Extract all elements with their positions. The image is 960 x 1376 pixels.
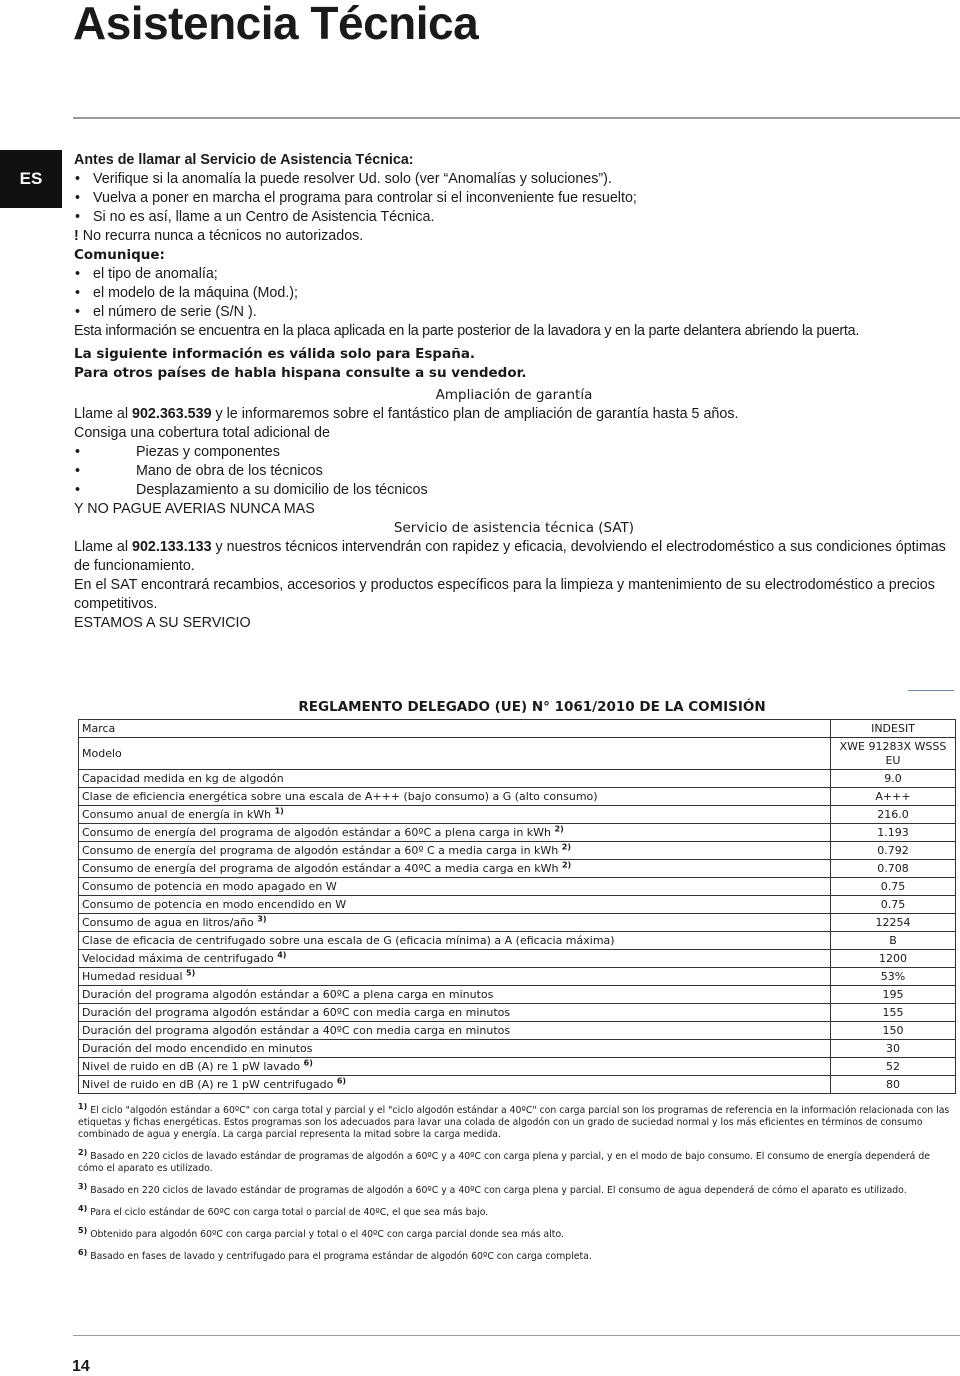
spec-value-text: 195 — [882, 987, 904, 1001]
spec-table — [78, 719, 956, 1094]
spec-value — [831, 950, 956, 968]
language-tab: ES — [0, 150, 62, 208]
spec-value — [831, 896, 956, 914]
spec-label — [79, 914, 831, 932]
table-row — [79, 1040, 956, 1058]
footnote-mark: 2) — [78, 1147, 88, 1157]
spec-value — [831, 914, 956, 932]
spec-value — [831, 788, 956, 806]
spec-label — [79, 1022, 831, 1040]
spec-value-text: 12254 — [875, 915, 911, 929]
list-item: • Verifique si la anomalía la puede resolver Ud. solo (ver “Anomalías y soluciones”). — [74, 170, 954, 189]
spec-label — [79, 950, 831, 968]
spec-value — [831, 1058, 956, 1076]
spec-value — [831, 932, 956, 950]
spec-label — [79, 986, 831, 1004]
spec-label — [79, 1004, 831, 1022]
decorative-rule — [908, 690, 954, 691]
footnote — [78, 1147, 956, 1175]
spec-label — [79, 806, 831, 824]
spec-value — [831, 1004, 956, 1022]
table-row — [79, 896, 956, 914]
spec-value-text: 155 — [882, 1005, 904, 1019]
sat-call — [74, 538, 954, 576]
title-divider — [73, 117, 960, 119]
warranty-phone: 902.363.539 — [132, 406, 212, 422]
spec-label — [79, 1058, 831, 1076]
spec-label — [79, 878, 831, 896]
footnote-ref: 6) — [336, 1075, 347, 1085]
table-row — [79, 738, 956, 770]
spec-label-text: Duración del programa algodón estándar a 60ºC con media carga en minutos — [82, 1005, 511, 1019]
table-row — [79, 806, 956, 824]
spec-label-text: Consumo de energía del programa de algodón estándar a 60º C a media carga in kWh — [82, 843, 562, 857]
spec-value — [831, 986, 956, 1004]
spec-label-text: Consumo de potencia en modo encendido en W — [82, 897, 347, 911]
list-item: • Desplazamiento a su domicilio de los técnicos — [74, 481, 954, 500]
spec-label — [79, 770, 831, 788]
list-item: • el número de serie (S/N ). — [74, 303, 954, 322]
spec-value-text: 0.75 — [880, 879, 906, 893]
warranty-call — [74, 405, 954, 424]
spec-value-text: 1.193 — [877, 825, 909, 839]
footnote-ref: 2) — [561, 859, 572, 869]
spec-value-text: 0.75 — [880, 897, 906, 911]
spec-label-text: Clase de eficacia de centrifugado sobre una escala de G (eficacia mínima) a A (eficacia máxima) — [82, 933, 615, 947]
footnote-mark: 5) — [78, 1225, 88, 1235]
table-row — [79, 878, 956, 896]
spec-value-text: 80 — [886, 1077, 900, 1091]
table-row — [79, 968, 956, 986]
footnote — [78, 1101, 956, 1141]
table-row — [79, 1022, 956, 1040]
footnote-text: Basado en 220 ciclos de lavado estándar de programas de algodón a 60ºC y a 40ºC con carga plena y parcial. El consumo de agua dependerá de cómo el aparato es utilizado. — [87, 1185, 907, 1196]
spec-label — [79, 932, 831, 950]
footnote-ref: 2) — [554, 823, 564, 833]
spec-value-text: 216.0 — [877, 807, 909, 821]
spec-value-text: XWE 91283X WSSS — [839, 739, 947, 753]
footnote-mark: 4) — [78, 1203, 88, 1213]
list-item: • Vuelva a poner en marcha el programa para controlar si el inconveniente fue resuelto; — [74, 189, 954, 208]
spec-label — [79, 968, 831, 986]
footnote-text: Basado en 220 ciclos de lavado estándar de programas de algodón a 60ºC y a 40ºC con carga plena y parcial, y en el modo de bajo consumo. El consumo de energía dependerá de cómo el aparato es utilizado. — [78, 1151, 930, 1174]
spec-value-text: B — [889, 933, 897, 947]
footnote-text: Para el ciclo estándar de 60ºC con carga total o parcial de 40ºC, el que sea más bajo. — [87, 1207, 489, 1218]
warning-text: No recurra nunca a técnicos no autorizados. — [78, 228, 364, 244]
footnote-text: Basado en fases de lavado y centrifugado para el programa estándar de algodón 60ºC con carga completa. — [87, 1251, 592, 1262]
spec-value — [831, 1040, 956, 1058]
spain-notice: La siguiente información es válida solo para España. — [74, 346, 476, 362]
spec-label-text: Clase de eficiencia energética sobre una escala de A+++ (bajo consumo) a G (alto consumo) — [82, 789, 598, 803]
table-row — [79, 1076, 956, 1094]
warning-mark: ! — [74, 228, 79, 244]
table-row — [79, 932, 956, 950]
footnote-mark: 1) — [78, 1101, 88, 1111]
spec-label — [79, 720, 831, 738]
call-prefix: Llame al — [74, 406, 133, 422]
spec-label-text: Consumo de potencia en modo apagado en W — [82, 879, 337, 893]
footnotes — [78, 1101, 956, 1273]
list-item: • Piezas y componentes — [74, 443, 954, 462]
warranty-closing: Y NO PAGUE AVERIAS NUNCA MAS — [74, 501, 315, 517]
spec-label-text: Duración del modo encendido en minutos — [82, 1041, 313, 1055]
table-row — [79, 720, 956, 738]
spec-label-text: Nivel de ruido en dB (A) re 1 pW centrifugado — [82, 1077, 337, 1091]
spec-value — [831, 968, 956, 986]
footnote — [78, 1247, 956, 1263]
spec-label — [79, 738, 831, 770]
spec-label — [79, 842, 831, 860]
footnote-ref: 6) — [303, 1057, 313, 1067]
call-suffix: y le informaremos sobre el fantástico plan de ampliación de garantía hasta 5 años. — [211, 406, 739, 422]
spec-value — [831, 806, 956, 824]
spec-value — [831, 770, 956, 788]
comunique-heading: Comunique: — [74, 247, 165, 263]
table-row — [79, 842, 956, 860]
spec-label-text: Consumo de energía del programa de algodón estándar a 40ºC a media carga en kWh — [82, 861, 562, 875]
spec-value — [831, 1022, 956, 1040]
footnote-mark: 3) — [78, 1181, 88, 1191]
call-prefix: Llame al — [74, 539, 133, 555]
table-row — [79, 788, 956, 806]
table-row — [79, 914, 956, 932]
spec-value — [831, 1076, 956, 1094]
spec-value — [831, 842, 956, 860]
regulation-title: REGLAMENTO DELEGADO (UE) N° 1061/2010 DE LA COMISIÓN — [298, 699, 766, 715]
call-suffix: y nuestros técnicos intervendrán con rapidez y eficacia, devolviendo el electrodoméstico a sus condiciones óptimas de funcionamiento. — [74, 539, 946, 574]
spec-label — [79, 788, 831, 806]
spec-value-text: 0.708 — [877, 861, 909, 875]
spec-value — [831, 878, 956, 896]
list-item: • el modelo de la máquina (Mod.); — [74, 284, 954, 303]
table-row — [79, 824, 956, 842]
warranty-cover-intro: Consiga una cobertura total adicional de — [74, 425, 330, 441]
spec-label — [79, 1076, 831, 1094]
sat-heading: Servicio de asistencia técnica (SAT) — [393, 520, 635, 536]
spec-label-text: Duración del programa algodón estándar a 40ºC con media carga en minutos — [82, 1023, 511, 1037]
spec-value-text: 1200 — [879, 951, 907, 965]
spec-value-text: EU — [885, 753, 901, 767]
support-text — [74, 151, 954, 633]
spec-label-text: Modelo — [82, 746, 122, 760]
footnote — [78, 1225, 956, 1241]
spec-value — [831, 824, 956, 842]
spec-label-text: Humedad residual — [82, 969, 187, 983]
table-row — [79, 1004, 956, 1022]
spec-value — [831, 738, 956, 770]
footnote-ref: 3) — [257, 913, 267, 923]
other-countries-notice: Para otros países de habla hispana consulte a su vendedor. — [74, 365, 527, 381]
footnote-ref: 1) — [274, 805, 284, 815]
spec-value-text: INDESIT — [871, 721, 915, 735]
page-number: 14 — [72, 1358, 90, 1375]
page-title: Asistencia Técnica — [73, 0, 479, 49]
spec-value-text: 30 — [886, 1041, 900, 1055]
list-item: • Mano de obra de los técnicos — [74, 462, 954, 481]
spec-label-text: Consumo de energía del programa de algodón estándar a 60ºC a plena carga in kWh — [82, 825, 555, 839]
footnote-mark: 6) — [78, 1247, 88, 1257]
spec-value-text: A+++ — [875, 789, 911, 803]
table-row — [79, 770, 956, 788]
spec-value — [831, 860, 956, 878]
spec-label — [79, 860, 831, 878]
spec-label-text: Capacidad medida en kg de algodón — [82, 771, 284, 785]
list-item: • el tipo de anomalía; — [74, 265, 954, 284]
table-row — [79, 950, 956, 968]
spec-label-text: Consumo de agua en litros/año — [82, 915, 258, 929]
footnote-text: Obtenido para algodón 60ºC con carga parcial y total o el 40ºC con carga parcial donde sea más alto. — [87, 1229, 564, 1240]
footer-divider — [73, 1335, 960, 1336]
spec-label-text: Velocidad máxima de centrifugado — [82, 951, 278, 965]
spec-label-text: Consumo anual de energía in kWh — [82, 807, 275, 821]
warning-line — [74, 227, 954, 246]
spec-value-text: 9.0 — [884, 771, 902, 785]
spec-label — [79, 896, 831, 914]
info-location: Esta información se encuentra en la placa aplicada en la parte posterior de la lavadora y en la parte delantera abriendo la puerta. — [74, 323, 860, 339]
list-item: • Si no es así, llame a un Centro de Asistencia Técnica. — [74, 208, 954, 227]
spec-label-text: Duración del programa algodón estándar a 60ºC a plena carga en minutos — [82, 987, 494, 1001]
spec-value-text: 150 — [882, 1023, 904, 1037]
warranty-heading: Ampliación de garantía — [435, 387, 593, 403]
spec-table-body — [79, 720, 956, 1094]
spec-value — [831, 720, 956, 738]
footnote-ref: 2) — [561, 841, 571, 851]
footnote-ref: 4) — [277, 949, 287, 959]
spec-label — [79, 824, 831, 842]
footnote-text: El ciclo "algodón estándar a 60ºC" con carga total y parcial y el "ciclo algodón estándar a 40ºC" con carga parcial son los programas de referencia en la información relacionada con las etiquetas y fichas energéticas. Estos programas son los adecuados para lavar una colada de algodón con un grado de suciedad normal y los más eficientes en términos de consumo combinado de agua y energía. La carga parcial representa la mitad sobre la carga medida. — [78, 1105, 950, 1140]
sat-paragraph: En el SAT encontrará recambios, accesorios y productos específicos para la limpieza y mantenimiento de su electrodoméstico a precios competitivos. — [74, 577, 935, 612]
table-row — [79, 860, 956, 878]
footnote — [78, 1203, 956, 1219]
spec-label-text: Marca — [82, 721, 116, 735]
spec-label — [79, 1040, 831, 1058]
footnote-ref: 5) — [186, 967, 196, 977]
spec-value-text: 52 — [886, 1059, 900, 1073]
footnote — [78, 1181, 956, 1197]
sat-closing: ESTAMOS A SU SERVICIO — [74, 615, 251, 631]
table-row — [79, 1058, 956, 1076]
table-row — [79, 986, 956, 1004]
spec-value-text: 53% — [880, 969, 906, 983]
before-calling-heading: Antes de llamar al Servicio de Asistencia Técnica: — [74, 152, 414, 168]
spec-value-text: 0.792 — [877, 843, 909, 857]
spec-label-text: Nivel de ruido en dB (A) re 1 pW lavado — [82, 1059, 304, 1073]
regulation-section — [78, 697, 956, 1094]
sat-phone: 902.133.133 — [132, 539, 212, 555]
